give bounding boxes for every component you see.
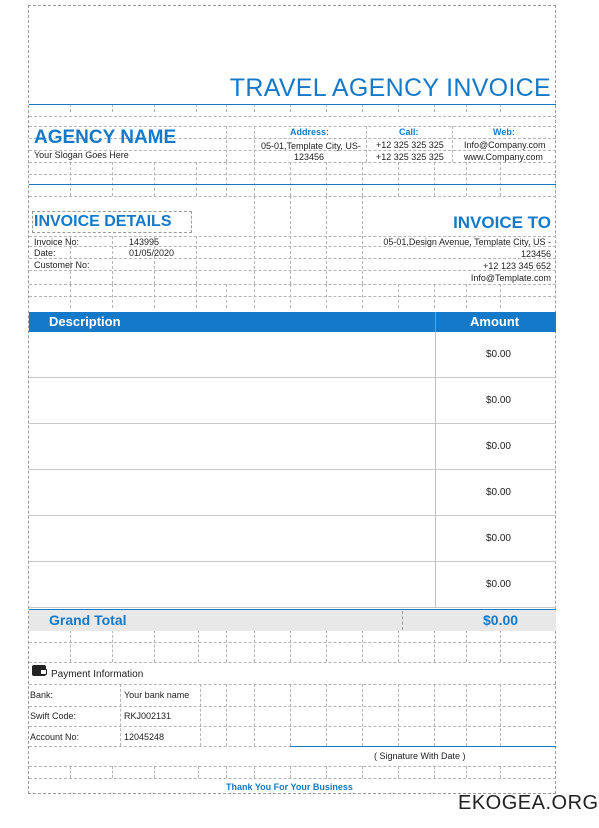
grid-vline — [362, 162, 363, 196]
grid-vline — [466, 684, 467, 746]
grid-vline — [112, 236, 113, 284]
grid-vline — [112, 630, 113, 662]
grid-vline — [500, 284, 501, 308]
item-amount: $0.00 — [485, 579, 511, 590]
grid-hline — [29, 726, 556, 727]
grid-vline — [112, 162, 113, 196]
watermark-text: EKOGEA.ORG — [458, 792, 599, 814]
bank-value: Your bank name — [124, 690, 190, 700]
grid-vline — [398, 630, 399, 662]
invoice-to-address-line2: 123456 — [520, 249, 551, 259]
grid-vline — [326, 196, 327, 284]
grid-hline — [29, 296, 556, 297]
address-label: Address: — [290, 127, 330, 137]
grid-vline — [226, 630, 227, 662]
grid-hline — [29, 270, 556, 271]
grid-vline — [120, 684, 121, 746]
grand-total-value: $0.00 — [483, 612, 519, 628]
grid-vline — [154, 284, 155, 308]
agency-underline — [29, 184, 556, 185]
grid-vline — [500, 162, 501, 196]
grid-vline — [362, 630, 363, 662]
grid-vline — [226, 162, 227, 196]
items-header-divider — [435, 312, 436, 332]
grid-vline — [196, 284, 197, 308]
grid-vline — [226, 684, 227, 746]
grand-total-divider — [402, 611, 403, 630]
account-label: Account No: — [30, 732, 80, 742]
item-amount: $0.00 — [485, 487, 511, 498]
grid-vline — [290, 766, 291, 778]
grid-vline — [466, 630, 467, 662]
invoice-no-value: 143995 — [129, 237, 160, 247]
invoice-to-phone: +12 123 345 652 — [483, 261, 551, 271]
grid-hline — [29, 174, 556, 175]
grid-vline — [326, 162, 327, 196]
grid-vline — [154, 630, 155, 662]
date-value: 01/05/2020 — [129, 248, 175, 258]
address-line1: 05-01,Template City, US- — [261, 141, 361, 151]
item-amount: $0.00 — [485, 395, 511, 406]
grid-vline — [326, 630, 327, 662]
grid-vline — [326, 684, 327, 746]
phone-1: +12 325 325 325 — [376, 140, 444, 150]
description-header: Description — [49, 314, 121, 329]
invoice-no-label: Invoice No: — [34, 237, 80, 247]
grid-vline — [466, 284, 467, 308]
title-underline — [29, 104, 556, 105]
grid-vline — [196, 236, 197, 284]
grid-vline — [254, 766, 255, 778]
item-amount: $0.00 — [485, 441, 511, 452]
grid-vline — [434, 630, 435, 662]
grid-hline — [29, 706, 556, 707]
grid-vline — [500, 104, 501, 112]
amount-header: Amount — [470, 314, 520, 329]
payment-heading: Payment Information — [51, 669, 144, 680]
grid-vline — [500, 630, 501, 662]
grid-vline — [254, 630, 255, 662]
invoice-to-email[interactable]: Info@Template.com — [470, 273, 551, 283]
grid-vline — [226, 284, 227, 308]
address-line2: 123456 — [294, 152, 325, 162]
grid-hline — [29, 284, 556, 285]
grid-vline — [112, 284, 113, 308]
grid-vline — [154, 104, 155, 112]
grid-hline — [29, 162, 556, 163]
grid-vline — [290, 162, 291, 196]
grid-vline — [398, 162, 399, 196]
invoice-details-heading: INVOICE DETAILS — [34, 213, 172, 230]
grid-vline — [434, 162, 435, 196]
grid-vline — [500, 766, 501, 778]
grid-vline — [326, 766, 327, 778]
grid-vline — [434, 766, 435, 778]
grid-vline — [254, 162, 255, 196]
item-row — [29, 424, 556, 470]
grid-hline — [29, 684, 556, 685]
item-row — [29, 516, 556, 562]
grid-vline — [226, 126, 227, 162]
grid-vline — [398, 284, 399, 308]
agency-name: AGENCY NAME — [34, 127, 177, 148]
grid-vline — [466, 104, 467, 112]
grid-hline — [29, 766, 556, 767]
grid-vline — [70, 630, 71, 662]
item-row — [29, 470, 556, 516]
date-label: Date: — [34, 248, 56, 258]
grid-vline — [466, 766, 467, 778]
grid-vline — [366, 126, 367, 162]
grid-vline — [362, 684, 363, 746]
grid-hline — [29, 258, 556, 259]
item-amount: $0.00 — [485, 533, 511, 544]
web-label: Web: — [493, 127, 515, 137]
grid-vline — [290, 284, 291, 308]
grid-vline — [326, 284, 327, 308]
grid-vline — [154, 766, 155, 778]
grid-vline — [112, 104, 113, 112]
grid-vline — [362, 196, 363, 284]
grid-vline — [398, 766, 399, 778]
item-row — [29, 562, 556, 608]
phone-2: +12 325 325 325 — [376, 152, 444, 162]
item-amount: $0.00 — [485, 349, 511, 360]
grid-vline — [434, 284, 435, 308]
invoice-to-address-line1: 05-01,Design Avenue, Template City, US - — [383, 237, 551, 247]
grid-hline — [29, 662, 556, 663]
grid-vline — [112, 766, 113, 778]
grid-vline — [362, 284, 363, 308]
customer-no-label: Customer No: — [34, 260, 90, 270]
amount-column-divider — [435, 332, 436, 608]
grid-vline — [326, 104, 327, 112]
grid-vline — [154, 162, 155, 196]
signature-label: ( Signature With Date ) — [374, 751, 466, 761]
grid-vline — [196, 104, 197, 112]
swift-value: RKJ002131 — [124, 711, 172, 721]
grid-vline — [254, 126, 255, 162]
swift-label: Swift Code: — [30, 711, 77, 721]
grid-vline — [254, 196, 255, 284]
agency-slogan: Your Slogan Goes Here — [34, 150, 129, 160]
bank-label: Bank: — [30, 690, 54, 700]
grid-vline — [434, 684, 435, 746]
grid-hline — [29, 642, 556, 643]
item-row — [29, 378, 556, 424]
grid-vline — [290, 630, 291, 662]
grid-vline — [290, 196, 291, 284]
grid-vline — [452, 126, 453, 162]
grid-vline — [226, 766, 227, 778]
company-website[interactable]: www.Company.com — [464, 152, 543, 162]
grid-vline — [434, 104, 435, 112]
grid-vline — [290, 684, 291, 746]
item-row — [29, 332, 556, 378]
invoice-title: TRAVEL AGENCY INVOICE — [229, 74, 551, 102]
grid-vline — [200, 684, 201, 746]
grid-vline — [196, 162, 197, 196]
grid-vline — [290, 104, 291, 112]
grid-hline — [29, 116, 556, 117]
grid-vline — [254, 684, 255, 746]
grid-vline — [70, 766, 71, 778]
account-value: 12045248 — [124, 732, 165, 742]
grid-vline — [398, 104, 399, 112]
thank-you-note: Thank You For Your Business — [226, 782, 353, 792]
grid-vline — [70, 284, 71, 308]
call-label: Call: — [399, 127, 419, 137]
wallet-icon — [32, 665, 46, 676]
grand-total-label: Grand Total — [49, 612, 127, 628]
grid-vline — [254, 284, 255, 308]
grid-hline — [29, 196, 556, 197]
grid-vline — [198, 630, 199, 662]
signature-line — [290, 746, 556, 747]
grid-vline — [226, 104, 227, 112]
grid-vline — [398, 684, 399, 746]
grid-vline — [254, 104, 255, 112]
grid-vline — [362, 766, 363, 778]
grid-vline — [70, 104, 71, 112]
grid-vline — [70, 162, 71, 196]
grid-vline — [500, 684, 501, 746]
grid-hline — [29, 778, 556, 779]
grid-vline — [362, 104, 363, 112]
invoice-to-heading: INVOICE TO — [453, 213, 551, 232]
grid-vline — [198, 766, 199, 778]
grid-vline — [466, 162, 467, 196]
company-email[interactable]: Info@Company.com — [464, 140, 546, 150]
